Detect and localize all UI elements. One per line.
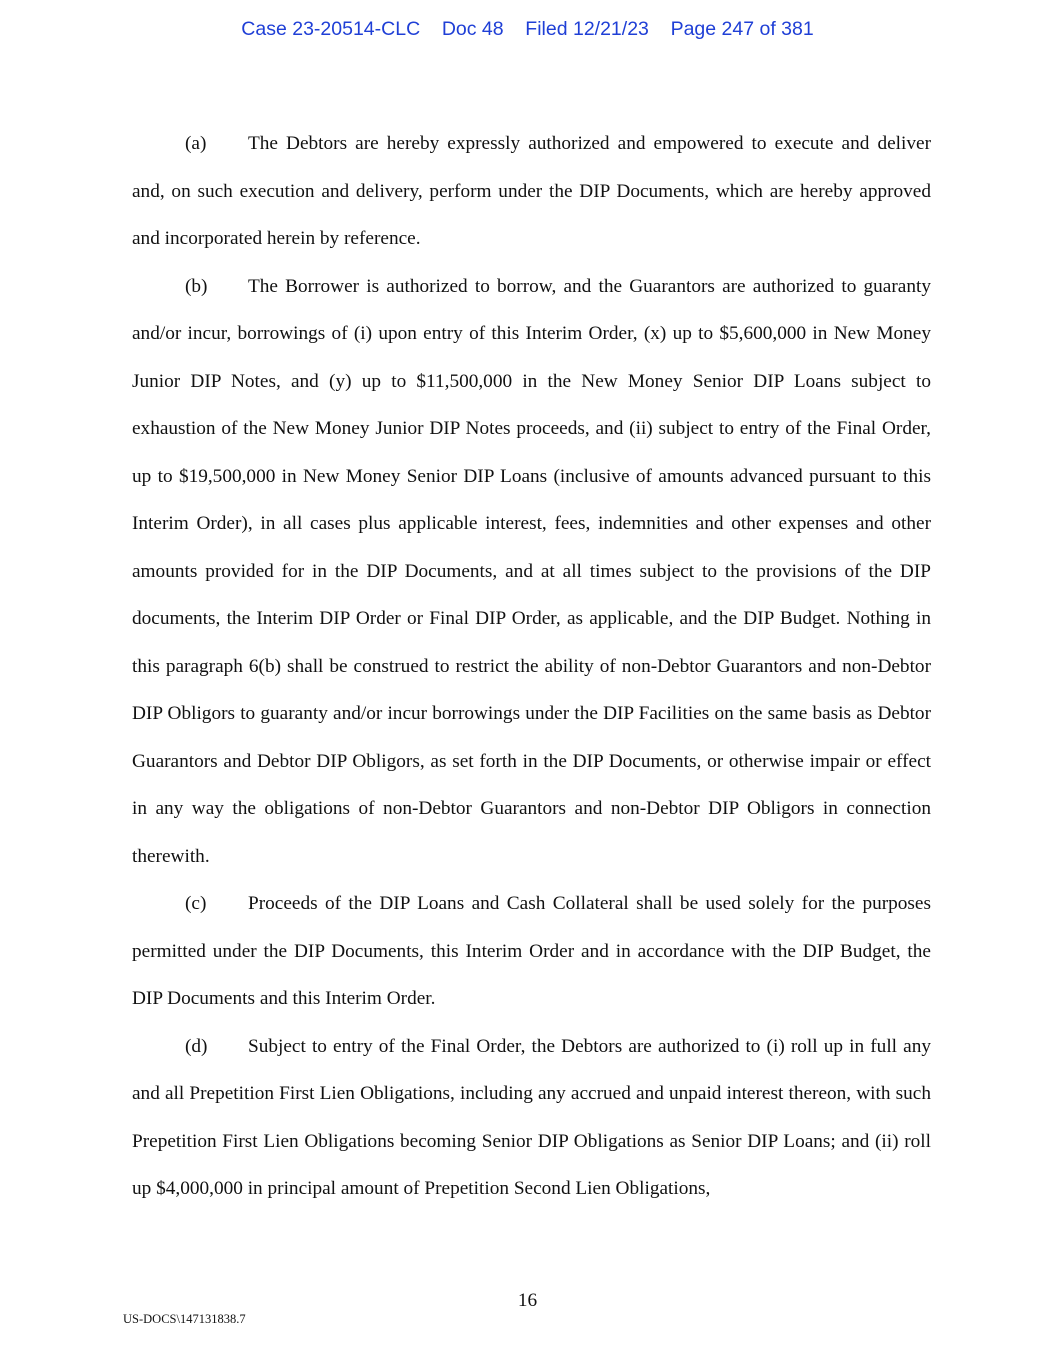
- filed-date: Filed 12/21/23: [525, 18, 649, 40]
- paragraph-c: [132, 880, 931, 1023]
- paragraph-label: (b): [185, 275, 208, 297]
- paragraph-d: [132, 1023, 931, 1213]
- case-number: Case 23-20514-CLC: [241, 18, 421, 40]
- document-body: [132, 120, 931, 1213]
- filing-header: [0, 18, 1055, 41]
- page-of-total: Page 247 of 381: [670, 18, 814, 40]
- paragraph-text: The Debtors are hereby expressly authorized and empowered to execute and deliver and, on such execution and delivery, perform under the DIP Documents, which are hereby approved and incorporated herein by reference.: [132, 133, 931, 249]
- page-number: 16: [517, 1290, 538, 1311]
- paragraph-text: The Borrower is authorized to borrow, and the Guarantors are authorized to guaranty and/or incur, borrowings of (i) upon entry of this Interim Order, (x) up to $5,600,000 in New Money Junior DIP Notes, and (y) up to $11,500,000 in the New Money Senior DIP Loans subject to exhaustion of the New Money Junior DIP Notes proceeds, and (ii) subject to entry of the Final Order, up to $19,500,000 in New Money Senior DIP Loans (inclusive of amounts advanced pursuant to this Interim Order), in all cases plus applicable interest, fees, indemnities and other expenses and other amounts provided for in the DIP Documents, and at all times subject to the provisions of the DIP documents, the Interim DIP Order or Final DIP Order, as applicable, and the DIP Budget. Nothing in this paragraph 6(b) shall be construed to restrict the ability of non-Debtor Guarantors and non-Debtor DIP Obligors to guaranty and/or incur borrowings under the DIP Facilities on the same basis as Debtor Guarantors and Debtor DIP Obligors, as set forth in the DIP Documents, or otherwise impair or effect in any way the obligations of non-Debtor Guarantors and non-Debtor DIP Obligors in connection therewith.: [132, 275, 931, 867]
- paragraph-label: (a): [185, 133, 207, 154]
- paragraph-label: (c): [185, 893, 207, 914]
- paragraph-text: Subject to entry of the Final Order, the Debtors are authorized to (i) roll up in full any and all Prepetition First Lien Obligations, including any accrued and unpaid interest thereon, with such Prepetition First Lien Obligations becoming Senior DIP Obligations as Senior DIP Loans; and (ii) roll up $4,000,000 in principal amount of Prepetition Second Lien Obligations,: [132, 1035, 931, 1199]
- paragraph-a: [132, 120, 931, 263]
- paragraph-label: (d): [185, 1035, 208, 1057]
- doc-number: Doc 48: [441, 18, 504, 40]
- paragraph-b: [132, 263, 931, 881]
- document-id: US-DOCS\147131838.7: [123, 1312, 246, 1326]
- paragraph-text: Proceeds of the DIP Loans and Cash Collateral shall be used solely for the purposes permitted under the DIP Documents, this Interim Order and in accordance with the DIP Budget, the DIP Documents and this Interim Order.: [132, 893, 931, 1009]
